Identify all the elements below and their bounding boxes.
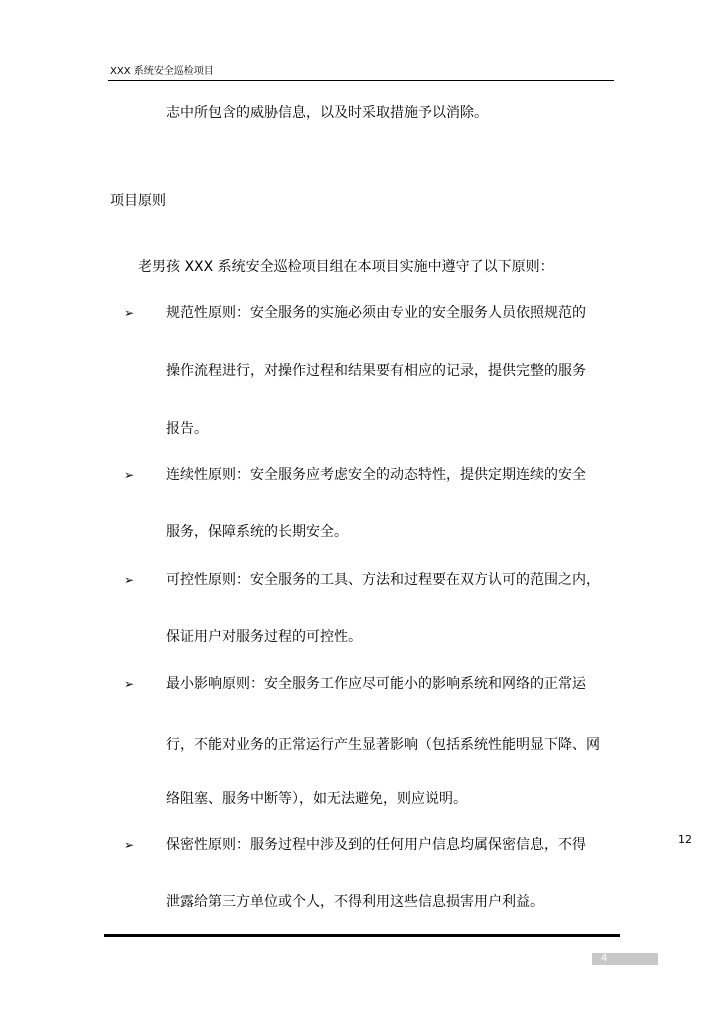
- margin-number: 12: [678, 833, 692, 846]
- page-number-box: [592, 953, 658, 965]
- principle-5-line-1: 保密性原则：服务过程中涉及到的任何用户信息均属保密信息，不得: [166, 837, 586, 853]
- section-heading: 项目原则: [110, 193, 166, 209]
- principle-3-line-2: 保证用户对服务过程的可控性。: [166, 629, 362, 645]
- bullet-arrow-icon: ➢: [124, 573, 135, 587]
- footer-divider: [104, 934, 620, 937]
- bullet-arrow-icon: ➢: [124, 677, 135, 691]
- principle-1-line-3: 报告。: [166, 421, 208, 437]
- principle-4-line-1: 最小影响原则：安全服务工作应尽可能小的影响系统和网络的正常运: [166, 676, 586, 692]
- header-divider: [108, 80, 614, 81]
- intro-paragraph: 老男孩 XXX 系统安全巡检项目组在本项目实施中遵守了以下原则：: [138, 259, 554, 275]
- page-number: 4: [601, 953, 608, 964]
- principle-4-line-2: 行，不能对业务的正常运行产生显著影响（包括系统性能明显下降、网: [166, 737, 600, 753]
- principle-1-line-1: 规范性原则：安全服务的实施必须由专业的安全服务人员依照规范的: [166, 305, 586, 321]
- principle-5-line-2: 泄露给第三方单位或个人，不得利用这些信息损害用户利益。: [166, 894, 544, 910]
- principle-3-line-1: 可控性原则：安全服务的工具、方法和过程要在双方认可的范围之内，: [166, 572, 600, 588]
- principle-1-line-2: 操作流程进行，对操作过程和结果要有相应的记录，提供完整的服务: [166, 363, 586, 379]
- bullet-arrow-icon: ➢: [124, 468, 135, 482]
- principle-2-line-2: 服务，保障系统的长期安全。: [166, 524, 348, 540]
- bullet-arrow-icon: ➢: [124, 838, 135, 852]
- bullet-arrow-icon: ➢: [124, 306, 135, 320]
- continuation-paragraph: 志中所包含的威胁信息，以及时采取措施予以消除。: [166, 105, 488, 121]
- principle-4-line-3: 络阻塞、服务中断等），如无法避免，则应说明。: [166, 791, 467, 807]
- principle-2-line-1: 连续性原则：安全服务应考虑安全的动态特性，提供定期连续的安全: [166, 467, 586, 483]
- running-header: XXX 系统安全巡检项目: [110, 66, 214, 77]
